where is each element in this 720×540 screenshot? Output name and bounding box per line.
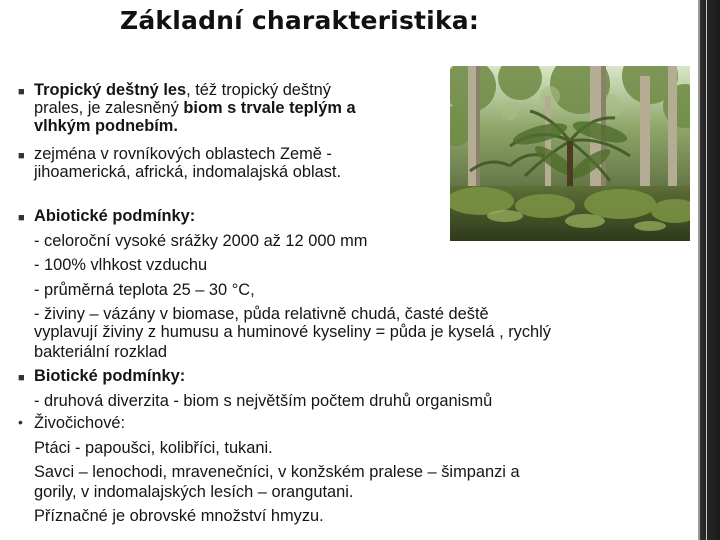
abiotic-line-1: - celoroční vysoké srážky 2000 až 12 000 mm [34,232,368,250]
abiotic-line-6: bakteriální rozklad [34,343,168,361]
text-segment-bold: vlhkým podnebím. [34,117,178,135]
text-segment: prales, je zalesněný [34,99,184,117]
biotic-line-1: - druhová diverzita - biom s největším počtem druhů organismů [34,392,493,410]
text-segment-bold: Biotické podmínky: [34,367,186,385]
bullet-2-line-1: zejména v rovníkových oblastech Země - [34,145,332,163]
rainforest-photo [450,66,690,241]
animals-line-2: Savci – lenochodi, mravenečníci, v konžském pralese – šimpanzi a [34,463,520,481]
abiotic-line-5: vyplavují živiny z humusu a huminové kyseliny = půda je kyselá , rychlý [34,323,551,341]
square-bullet-icon: ■ [18,86,25,98]
term-tropical-rainforest: Tropický deštný les [34,81,187,99]
bullet-2-line-2: jihoamerická, africká, indomalajská oblast. [34,163,342,181]
slide-edge-line-2 [706,0,707,540]
text-segment: , též tropický deštný [186,81,331,99]
abiotic-line-3: - průměrná teplota 25 – 30 °C, [34,281,255,299]
slide-title: Základní charakteristika: [120,6,480,35]
round-bullet-icon: • [18,414,23,430]
abiotic-heading [34,208,195,226]
bullet-1-line-3 [34,118,178,136]
animals-line-4: Příznačné je obrovské množství hmyzu. [34,507,324,525]
animals-line-1: Ptáci - papoušci, kolibříci, tukani. [34,439,273,457]
text-segment-bold: biom s trvale teplým a [183,99,356,117]
rainforest-illustration [450,66,690,241]
bullet-1-line-2 [34,100,356,118]
animals-heading: Živočichové: [34,414,126,432]
bullet-1-line-1 [34,82,331,100]
text-segment-bold: Abiotické podmínky: [34,207,196,225]
biotic-heading [34,368,185,386]
animals-line-3: gorily, v indomalajských lesích – orangutani. [34,483,354,501]
abiotic-line-2: - 100% vlhkost vzduchu [34,256,208,274]
abiotic-line-4: - živiny – vázány v biomase, půda relativně chudá, časté deště [34,305,489,323]
square-bullet-icon: ■ [18,150,25,162]
slide-right-border [694,0,720,540]
square-bullet-icon: ■ [18,212,25,224]
square-bullet-icon: ■ [18,372,25,384]
slide-edge-line [699,0,700,540]
